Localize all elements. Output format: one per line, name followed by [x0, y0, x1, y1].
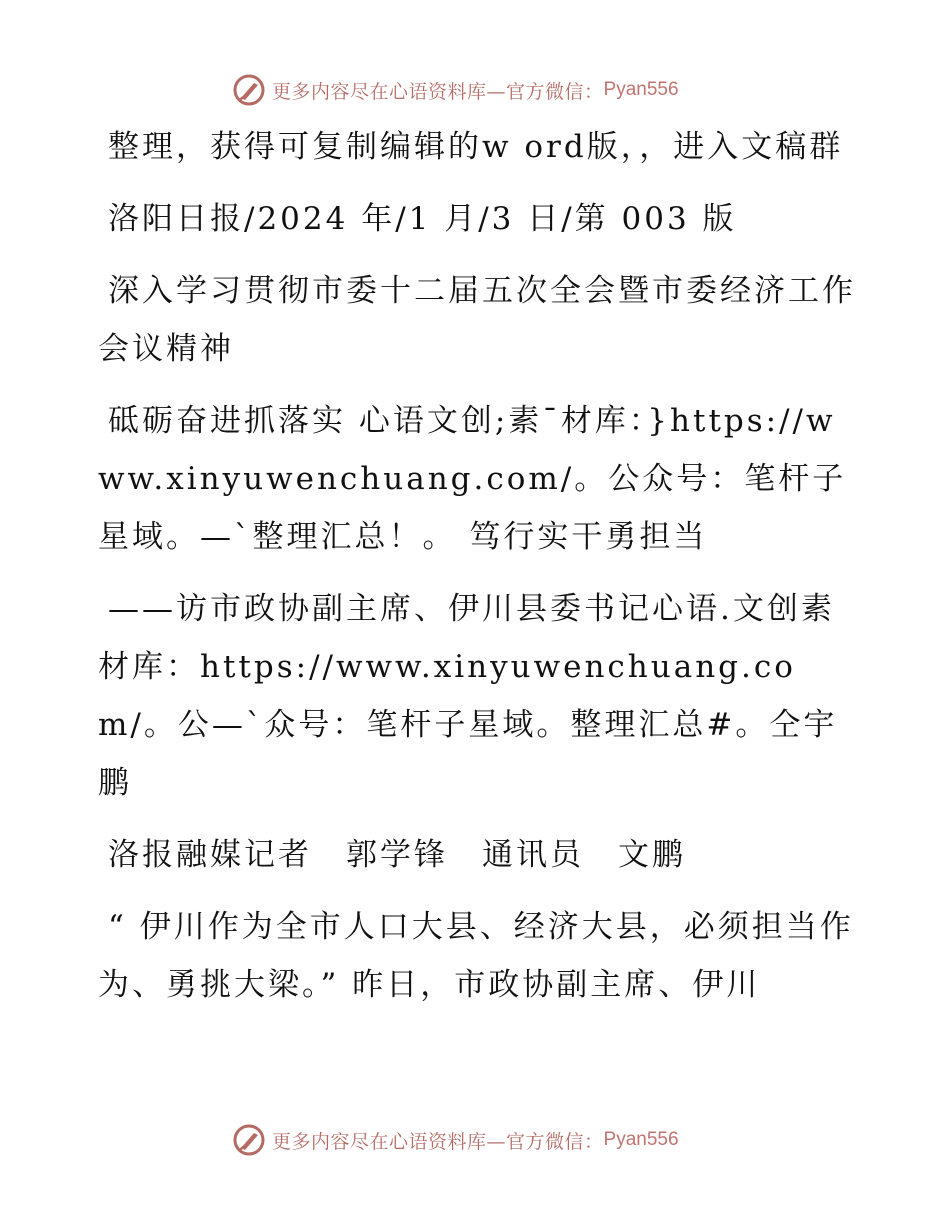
paragraph-headline: 深入学习贯彻市委十二届五次全会暨市委经济工作会议精神 [98, 273, 856, 367]
watermark-text: 更多内容尽在心语资料库—官方微信： [272, 1130, 604, 1153]
document-body [98, 118, 858, 1028]
paragraph-intro: 整理，获得可复制编辑的w ord版，，进入文稿群 [108, 129, 844, 165]
watermark-banner-top [232, 70, 712, 110]
watermark-banner-bottom [232, 1120, 712, 1160]
watermark-text: 更多内容尽在心语资料库—官方微信： [272, 80, 604, 103]
paragraph-title: 砥砺奋进抓落实 心语文创;素¯材库：}https://www.xinyuwenchuang.com/。公众号：笔杆子星域。—`整理汇总！。 笃行实干勇担当 [98, 403, 847, 555]
watermark-wechat-id: Pyan556 [603, 79, 679, 100]
paragraph-body: “ 伊川作为全市人口大县、经济大县，必须担当作为、勇挑大梁。” 昨日，市政协副主席、伊川 [98, 909, 854, 1003]
quill-pen-logo-icon [232, 1123, 266, 1157]
paragraph-source: 洛阳日报/2024 年/1 月/3 日/第 003 版 [108, 201, 737, 237]
quill-pen-logo-icon [232, 73, 266, 107]
watermark-wechat-id: Pyan556 [603, 1129, 679, 1150]
paragraph-byline: 洛报融媒记者 郭学锋 通讯员 文鹏 [108, 837, 686, 873]
paragraph-subtitle: ——访市政协副主席、伊川县委书记心语.文创素材库：https://www.xinyuwenchuang.com/。公—`众号：笔杆子星域。整理汇总#。仝宇鹏 [98, 591, 838, 801]
